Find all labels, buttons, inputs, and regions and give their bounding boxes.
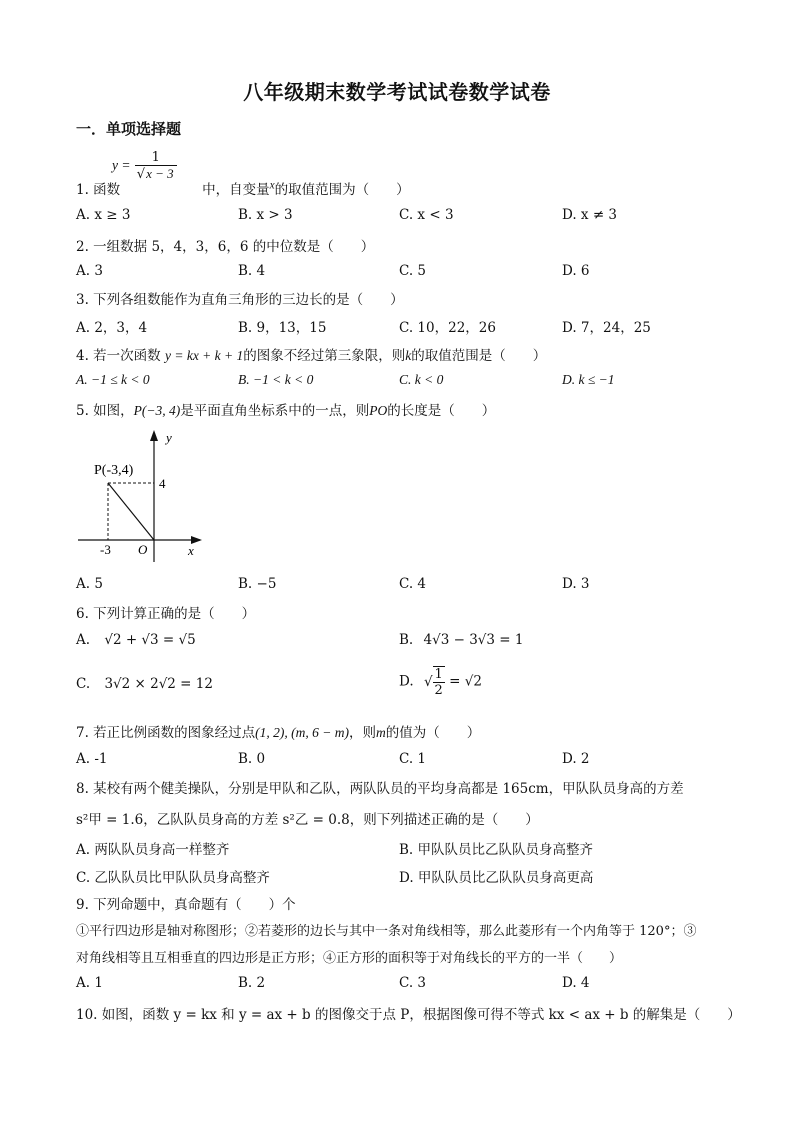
q7-mid: ，则 [349, 725, 377, 741]
q3-option-b: B. 9，13，15 [238, 320, 327, 336]
q7-tail: 的值为（ ） [385, 725, 481, 741]
q1-stem [76, 178, 410, 198]
origin-label: O [138, 542, 148, 557]
q7-pre: 7. 若正比例函数的图象经过点 [76, 725, 256, 741]
y-tick-label: 4 [159, 476, 166, 491]
q4-formula: y = kx + k + 1 [164, 348, 244, 363]
segment-po [108, 483, 154, 540]
q2-option-d: D. 6 [562, 263, 590, 279]
q6-option-b-label: B. [399, 632, 414, 648]
q6-stem: 6. 下列计算正确的是（ ） [76, 606, 256, 622]
q6-option-c [76, 676, 213, 692]
q1-var: x [269, 179, 275, 192]
q9-statements-line1: ①平行四边形是轴对称图形；②若菱形的边长与其中一条对角线相等，那么此菱形有一个内角等于 120°；③ [76, 924, 697, 939]
q1-option-a: A. x ≥ 3 [76, 207, 131, 223]
q1-option-c: C. x < 3 [399, 207, 454, 223]
q6-option-d-label: D. [399, 673, 414, 690]
q3-option-a: A. 2，3，4 [76, 320, 148, 336]
q2-option-a: A. 3 [76, 263, 103, 279]
q6-option-a-expr: √2 + √3 = √5 [104, 632, 196, 648]
q7-option-d: D. 2 [562, 751, 590, 767]
point-label: P(-3,4) [94, 463, 134, 478]
q5-option-c: C. 4 [399, 576, 427, 592]
q4-option-b: B. −1 < k < 0 [238, 372, 314, 387]
section-heading: 一．单项选择题 [76, 120, 182, 138]
q6-option-a [76, 632, 196, 648]
q7-points: (1, 2), (m, 6 − m) [255, 725, 350, 740]
q1-formula-lhs: y = [112, 157, 131, 173]
q8-option-c: C. 乙队队员比甲队队员身高整齐 [76, 870, 270, 886]
q7-stem [76, 721, 480, 741]
q9-statements-line2: 对角线相等且互相垂直的四边形是正方形；④正方形的面积等于对角线长的平方的一半（ ） [76, 951, 623, 966]
y-axis-arrow [150, 430, 158, 441]
q1-fraction-den: √x − 3 [136, 166, 174, 182]
q5-figure [74, 424, 214, 564]
q8-option-d: D. 甲队队员比乙队队员身高更高 [399, 870, 594, 886]
q5-stem [76, 399, 495, 419]
q6-option-d-rhs: = √2 [449, 673, 482, 690]
q7-option-b: B. 0 [238, 751, 266, 767]
q2-stem: 2. 一组数据 5，4，3，6，6 的中位数是（ ） [76, 239, 375, 255]
q5-pre: 5. 如图， [76, 403, 134, 419]
q5-mid: 是平面直角坐标系中的一点，则 [180, 403, 370, 419]
x-axis-label: x [188, 543, 194, 558]
q5-option-b: B. −5 [238, 576, 277, 592]
q9-option-c: C. 3 [399, 975, 427, 991]
q5-point: P(−3, 4) [133, 403, 181, 418]
q4-stem [76, 344, 546, 364]
q6-option-d: D. √ $\frac{1}{2}$ = √2 [399, 667, 482, 698]
exam-title: 八年级期末数学考试试卷数学试卷 [243, 80, 551, 104]
q5-option-a: A. 5 [76, 576, 103, 592]
q6-option-d-fraction: $\frac{1}{2}$ [434, 667, 443, 698]
q5-segment: PO [369, 403, 388, 418]
q7-option-c: C. 1 [399, 751, 427, 767]
q5-tail: 的长度是（ ） [387, 403, 496, 419]
q4-var: k [405, 348, 412, 363]
q1-text: 中，自变量 [202, 182, 270, 198]
q1-option-b: B. x > 3 [238, 207, 293, 223]
q6-option-c-label: C. [76, 676, 91, 692]
q5-option-d: D. 3 [562, 576, 590, 592]
q3-option-d: D. 7，24，25 [562, 320, 651, 336]
q4-tail: 的取值范围是（ ） [411, 348, 547, 364]
q1-option-d: D. x ≠ 3 [562, 207, 618, 223]
q7-option-a: A. -1 [76, 751, 108, 767]
q3-stem: 3. 下列各组数能作为直角三角形的三边长的是（ ） [76, 292, 404, 308]
q7-var: m [376, 725, 386, 740]
q4-mid: 的图象不经过第三象限，则 [243, 348, 406, 364]
q9-option-a: A. 1 [76, 975, 103, 991]
q8-option-b: B. 甲队队员比乙队队员身高整齐 [399, 842, 594, 858]
q8-stem-line2: s²甲 = 1.6，乙队队员身高的方差 s²乙 = 0.8，则下列描述正确的是（ ） [76, 812, 539, 828]
q1-tail: 的取值范围为（ ） [274, 182, 410, 198]
q2-option-b: B. 4 [238, 263, 266, 279]
q9-stem: 9. 下列命题中，真命题有（ ）个 [76, 897, 296, 913]
q3-option-c: C. 10，22，26 [399, 320, 496, 336]
q6-option-c-expr: 3√2 × 2√2 = 12 [104, 676, 213, 692]
q6-option-b [399, 632, 523, 648]
q4-pre: 4. 若一次函数 [76, 348, 161, 364]
q6-option-a-label: A. [76, 632, 91, 648]
q4-option-c: C. k < 0 [399, 372, 444, 387]
q1-number: 1. 函数 [76, 182, 121, 198]
q6-option-b-expr: 4√3 − 3√3 = 1 [423, 632, 524, 648]
q2-option-c: C. 5 [399, 263, 427, 279]
q4-option-d: D. k ≤ −1 [562, 372, 615, 387]
y-axis-label: y [166, 430, 172, 445]
q1-fraction-num: 1 [135, 150, 177, 166]
q9-option-d: D. 4 [562, 975, 590, 991]
x-tick-label: -3 [100, 542, 111, 557]
q9-option-b: B. 2 [238, 975, 266, 991]
q8-option-a: A. 两队队员身高一样整齐 [76, 842, 230, 858]
q8-stem-line1: 8. 某校有两个健美操队，分别是甲队和乙队，两队队员的平均身高都是 165cm，甲队队员身高的方差 [76, 781, 684, 797]
q4-option-a: A. −1 ≤ k < 0 [76, 372, 150, 387]
q10-stem: 10. 如图，函数 y = kx 和 y = ax + b 的图像交于点 P，根据图像可得不等式 kx < ax + b 的解集是（ ） [76, 1007, 741, 1023]
